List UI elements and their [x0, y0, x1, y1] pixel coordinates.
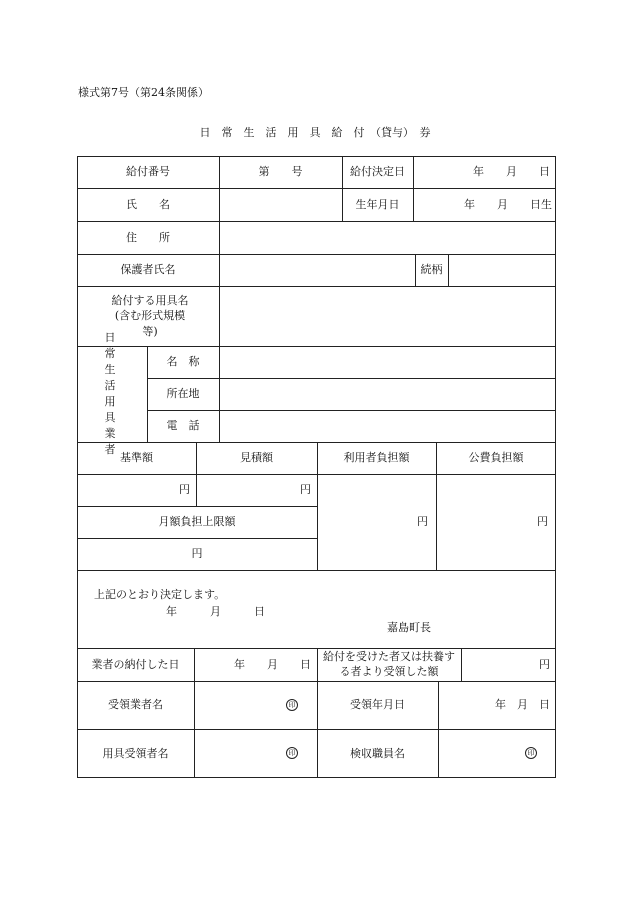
decision-date: 年 月 日 — [166, 605, 265, 618]
label-riyosha-futan: 利用者負担額 — [343, 451, 410, 465]
label-kyufu-bango: 給付番号 — [126, 165, 170, 179]
form-number: 様式第7号（第24条関係） — [78, 86, 209, 99]
label-mitsumori: 見積額 — [240, 451, 273, 465]
label-kohi-futan: 公費負担額 — [468, 451, 524, 465]
label-yogu-juryosha: 用具受領者名 — [102, 746, 169, 760]
label-juryo-gyosha: 受領業者名 — [108, 698, 163, 712]
birth-date-field: 年 月 日生 — [464, 197, 552, 211]
yen-juryo: 円 — [539, 657, 550, 671]
label-kettei-bi: 給付決定日 — [350, 165, 405, 179]
name-field — [219, 188, 342, 221]
yen-mitsumori: 円 — [300, 483, 311, 497]
decision-date-field: 年 月 日 — [473, 165, 550, 179]
label-juryo-gaku: 給付を受けた者又は扶養する者より受領した額 — [323, 650, 455, 678]
label-zokugara: 続柄 — [420, 263, 443, 277]
label-kenshu: 検収職員名 — [350, 746, 405, 760]
label-shimei: 氏 名 — [126, 197, 170, 211]
seal-icon: 印 — [525, 747, 537, 759]
label-jogen: 月額負担上限額 — [158, 515, 236, 529]
label-yogu-name: 給付する用具名(含む形式規模等) — [111, 293, 189, 338]
label-gyosha: 日常生活用具業者 — [104, 331, 122, 456]
mayor-title: 嘉島町長 — [387, 621, 431, 634]
label-juryo-nengappi: 受領年月日 — [350, 698, 405, 712]
yen-kohi-futan: 円 — [537, 515, 548, 529]
yen-kijungaku: 円 — [179, 483, 190, 497]
label-meisho: 名 称 — [166, 355, 200, 369]
label-shozaichi: 所在地 — [166, 387, 200, 401]
label-dai-go: 第 号 — [258, 165, 303, 179]
seal-icon: 印 — [286, 699, 298, 711]
yen-jogen: 円 — [191, 547, 203, 561]
label-nofu-bi: 業者の納付した日 — [91, 657, 180, 671]
decision-text: 上記のとおり決定します。 — [94, 588, 226, 601]
form-title: 日 常 生 活 用 具 給 付 （貸与） 券 — [199, 126, 431, 139]
receipt-date: 年 月 日 — [495, 698, 550, 712]
seal-icon: 印 — [286, 747, 298, 759]
yen-riyosha-futan: 円 — [417, 515, 428, 529]
label-jusho: 住 所 — [126, 230, 170, 244]
label-kijungaku: 基準額 — [120, 451, 153, 465]
label-seinengappi: 生年月日 — [355, 197, 400, 211]
label-hogosha: 保護者氏名 — [120, 263, 176, 277]
delivery-date: 年 月 日 — [234, 657, 311, 671]
label-denwa: 電 話 — [166, 419, 200, 433]
